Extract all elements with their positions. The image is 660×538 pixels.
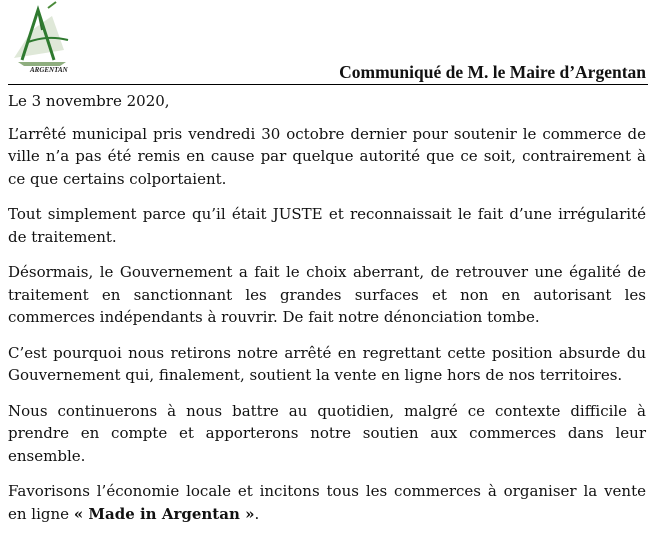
- paragraph-2: Tout simplement parce qu’il était JUSTE et reconnaissait le fait d’une irrégularité de traitement.: [8, 205, 646, 246]
- made-in-argentan-emphasis: « Made in Argentan »: [73, 504, 255, 523]
- paragraph-5: Nous continuerons à nous battre au quotidien, malgré ce contexte difficile à prendre en compte et apporterons notre soutien aux commerces dans leur ensemble.: [8, 401, 646, 465]
- page-title: Communiqué de M. le Maire d’Argentan: [339, 62, 646, 82]
- paragraph-3: Désormais, le Gouvernement a fait le choix aberrant, de retrouver une égalité de traitement en sanctionnant les grandes surfaces et non en autorisant les commerces indépendants à rouvrir. De fait notre dénonciation tombe.: [8, 263, 646, 326]
- release-date: Le 3 novembre 2020,: [8, 92, 170, 110]
- header-divider: [8, 84, 648, 85]
- paragraph-1: L’arrêté municipal pris vendredi 30 octobre dernier pour soutenir le commerce de ville n’a pas été remis en cause par quelque autorité que ce soit, contrairement à ce que certains colportaient.: [8, 124, 646, 188]
- logo-caption: ARGENTAN: [30, 66, 68, 74]
- paragraph-4: C’est pourquoi nous retirons notre arrêté en regrettant cette position absurde du Gouvernement qui, finalement, soutient la vente en ligne hors de nos territoires.: [8, 343, 646, 384]
- paragraph-6-end: .: [254, 504, 260, 523]
- paragraph-6-text: Favorisons l’économie locale et incitons tous les commerces à organiser la vente en ligne: [8, 482, 646, 523]
- press-release-body: [8, 90, 646, 538]
- paragraph-6: [8, 480, 646, 525]
